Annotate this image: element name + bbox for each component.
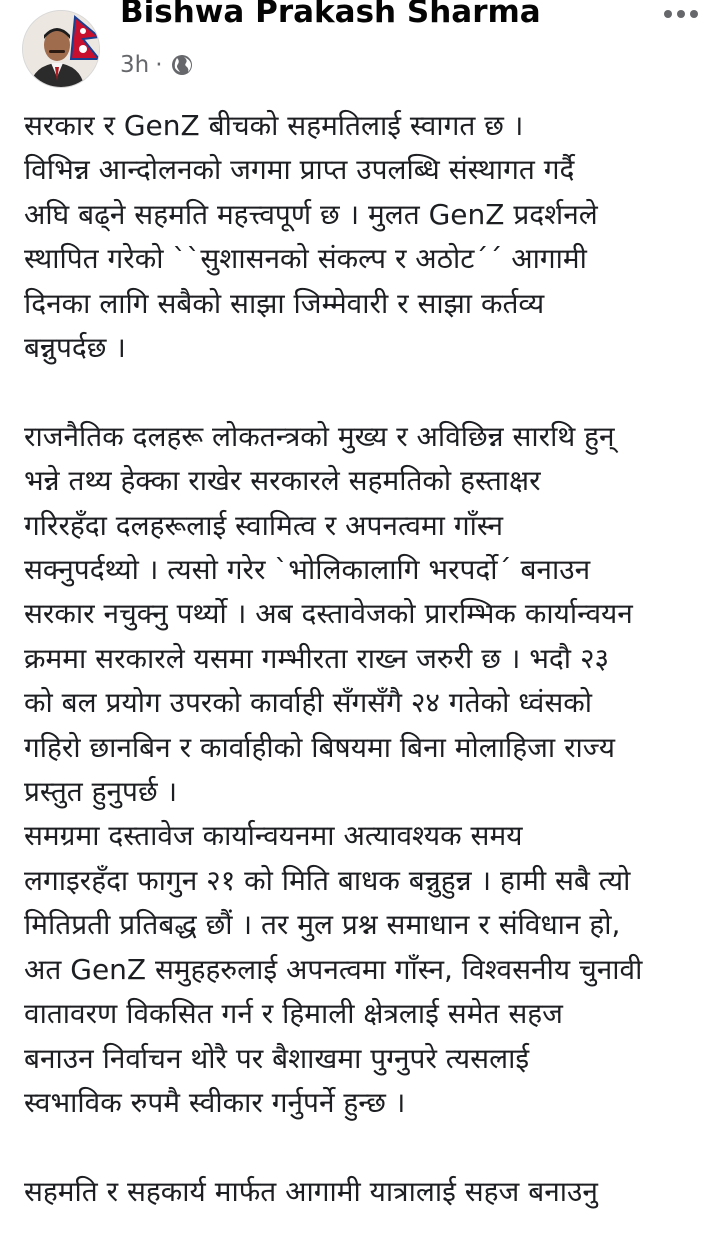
post-time[interactable]: 3h	[120, 52, 150, 78]
meta-separator: ·	[155, 52, 163, 78]
post-paragraph: राजनैतिक दलहरू लोकतन्त्रको मुख्य र अविछिन्न सारथि हुन् भन्ने तथ्य हेक्का राखेर सरकारले सहमतिको हस्ताक्षर गरिरहँदा दलहरूलाई स्वामित्व र अपनत्वमा गाँस्न सक्नुपर्दथ्यो । त्यसो गरेर `भोलिकालागि भरपर्दो´ बनाउन सरकार नचुक्नु पर्थ्यो । अब दस्तावेजको प्रारम्भिक कार्यान्वयन क्रममा सरकारले यसमा गम्भीरता राख्न जरुरी छ । भदौ २३ को बल प्रयोग उपरको कार्वाही सँगसँगै २४ गतेको ध्वंसको गहिरो छानबिन र कार्वाहीको बिषयमा बिना मोलाहिजा राज्य प्रस्तुत हुनुपर्छ । समग्रमा दस्तावेज कार्यान्वयनमा अत्यावश्यक समय लगाइरहँदा फागुन २१ को मिति बाधक बन्नुहुन्न । हामी सबै त्यो मितिप्रती प्रतिबद्ध छौं । तर मुल प्रश्न समाधान र संविधान हो, अत GenZ समुहहरुलाई अपनत्वमा गाँस्न, विश्वसनीय चुनावी वातावरण विकसित गर्न र हिमाली क्षेत्रलाई समेत सहज बनाउन निर्वाचन थोरै पर बैशाखमा पुग्नुपरे त्यसलाई स्वभाविक रुपमै स्वीकार गर्नुपर्ने हुन्छ ।	[24, 419, 643, 1119]
post-meta	[120, 50, 193, 80]
author-name[interactable]: Bishwa Prakash Sharma	[120, 0, 541, 30]
post-header	[0, 0, 720, 92]
post-paragraph: सहमति र सहकार्य मार्फत आगामी यात्रालाई सहज बनाउनु	[24, 1174, 598, 1208]
more-options-icon[interactable]	[662, 6, 700, 22]
post-text	[24, 104, 704, 1259]
avatar[interactable]	[22, 10, 100, 88]
globe-icon[interactable]	[171, 54, 193, 76]
profile-photo-icon	[23, 11, 100, 88]
post-paragraph: सरकार र GenZ बीचको सहमतिलाई स्वागत छ । विभिन्न आन्दोलनको जगमा प्राप्त उपलब्धि संस्थागत गर्दै अघि बढ्ने सहमति महत्त्वपूर्ण छ । मुलत GenZ प्रदर्शनले स्थापित गरेको ``सुशासनको संकल्प र अठोट´´ आगामी दिनका लागि सबैको साझा जिम्मेवारी र साझा कर्तव्य बन्नुपर्दछ ।	[24, 109, 598, 365]
